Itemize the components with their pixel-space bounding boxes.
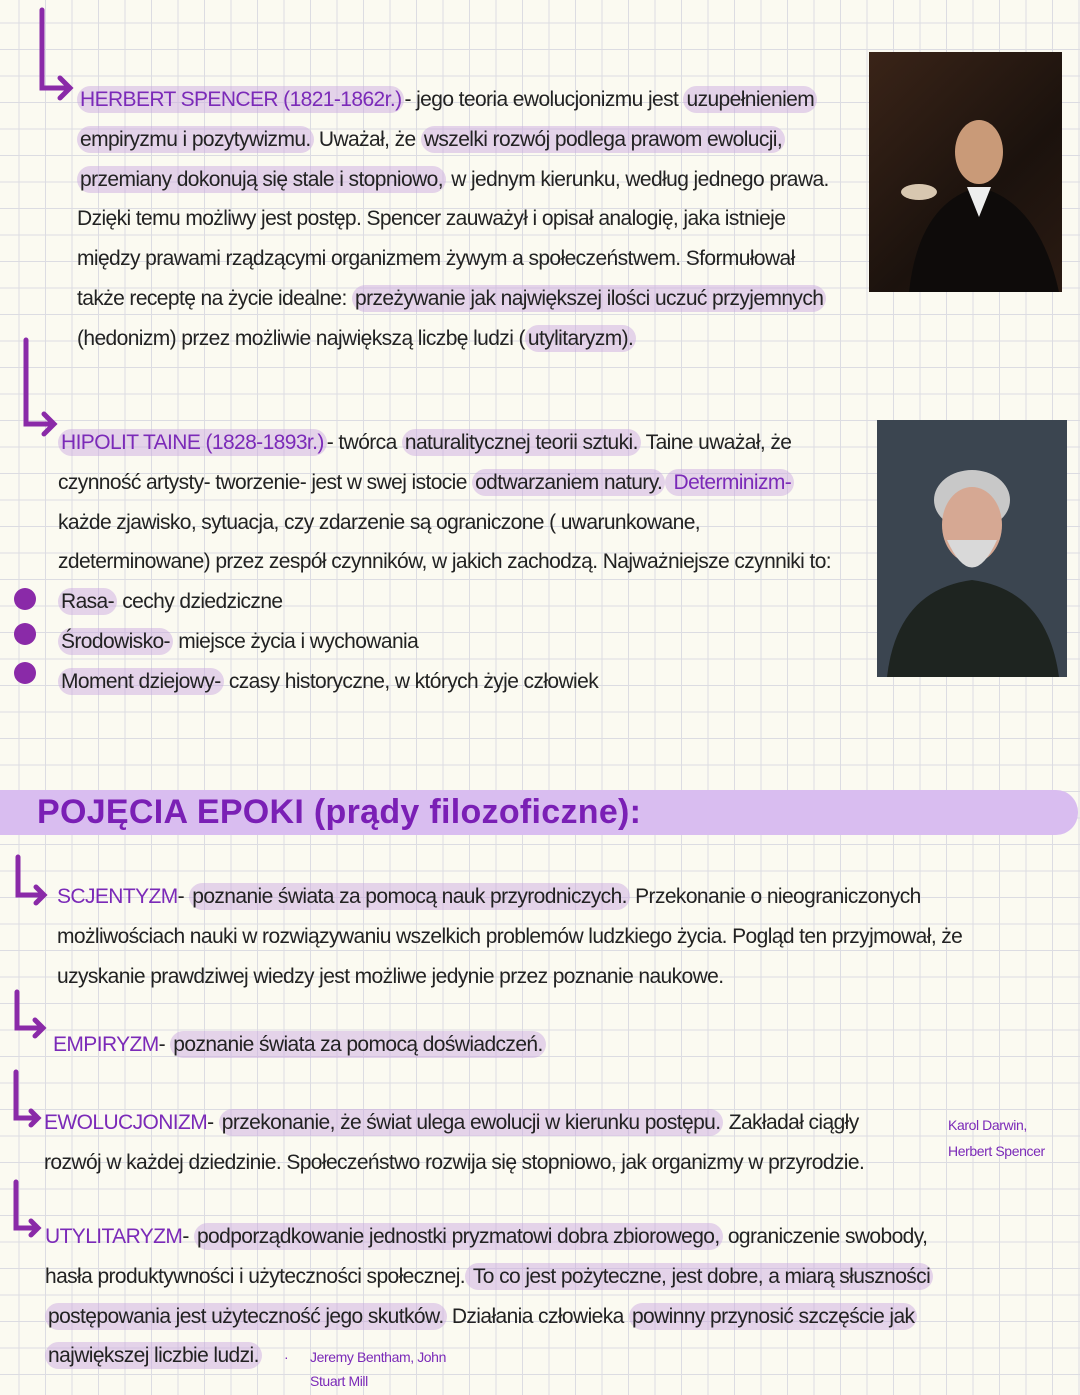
arrow-icon: [12, 1070, 42, 1130]
scjentyzm-line: [57, 957, 723, 997]
text: rozwój w każdej dziedzinie. Społeczeństwo rozwija się stopniowo, jak organizmy w przyrodzie.: [44, 1150, 865, 1174]
ewolucjonizm-line: [44, 1143, 864, 1183]
utylitaryzm-line: [45, 1336, 262, 1376]
highlighted-text: Moment dziejowy-: [58, 668, 224, 695]
text: hasła produktywności i użyteczności społecznej.: [45, 1264, 466, 1288]
bullet-icon: [14, 588, 36, 610]
highlighted-text: podporządkowanie jednostki pryzmatowi dobra zbiorowego,: [194, 1223, 723, 1250]
spencer-line: [77, 279, 826, 319]
text: Działania człowieka: [446, 1304, 629, 1328]
taine-line: [58, 622, 418, 662]
highlighted-text: przemiany dokonują się stale i stopniowo,: [77, 166, 446, 193]
text: Dzięki temu możliwy jest postęp. Spencer zauważył i opisał analogię, jaka istnieje: [77, 207, 786, 231]
taine-line: [58, 423, 791, 463]
utylitaryzm-line: [45, 1217, 927, 1257]
text: Taine uważał, że: [640, 431, 792, 454]
text: miejsce życia i wychowania: [172, 630, 419, 653]
text: -: [158, 1033, 171, 1056]
scjentyzm-line: [57, 917, 962, 957]
term-title: Determinizm-: [665, 469, 794, 496]
arrow-icon: [14, 855, 54, 905]
bullet-icon: [14, 662, 36, 684]
arrow-icon: [12, 1180, 42, 1240]
spencer-line: [77, 120, 785, 160]
utylitaryzm-line: [45, 1297, 917, 1337]
text: uzyskanie prawdziwej wiedzy jest możliwe jedynie przez poznanie naukowe.: [57, 964, 724, 988]
highlighted-text: empiryzmu i pozytywizmu.: [77, 126, 314, 153]
spencer-line: [77, 160, 829, 200]
spencer-line: [77, 80, 817, 120]
side-note: Herbert Spencer: [948, 1143, 1045, 1159]
highlighted-text: poznanie świata za pomocą nauk przyrodniczych.: [189, 883, 630, 910]
text: (hedonizm) przez możliwie największą liczbę ludzi (: [77, 326, 525, 350]
highlighted-text: Rasa-: [58, 588, 117, 615]
highlighted-text: naturalitycznej teorii sztuki.: [402, 429, 641, 456]
arrow-icon: [20, 338, 60, 428]
side-note: Karol Darwin,: [948, 1117, 1027, 1133]
highlighted-text: postępowania jest użyteczność jego skutków.: [45, 1303, 447, 1330]
arrow-icon: [36, 8, 76, 98]
spencer-line: [77, 319, 636, 359]
highlighted-text: największej liczbie ludzi.: [45, 1342, 262, 1369]
taine-line: [58, 503, 700, 543]
highlighted-text: powinny przynosić szczęście jak: [629, 1303, 918, 1330]
text: Zakładał ciągły: [723, 1111, 859, 1134]
term-title: EWOLUCJONIZM: [44, 1111, 208, 1134]
text: czasy historyczne, w których żyje człowiek: [223, 669, 599, 693]
highlighted-text: To co jest pożyteczne, jest dobre, a miarą słuszności: [465, 1263, 933, 1290]
section-heading: [0, 790, 1078, 835]
ewolucjonizm-line: [44, 1103, 859, 1143]
text: Przekonanie o nieograniczonych: [629, 885, 921, 908]
empiryzm-line: [53, 1025, 546, 1065]
highlighted-text: przekonanie, że świat ulega ewolucji w kierunku postępu.: [219, 1109, 724, 1136]
highlighted-text: Środowisko-: [58, 628, 173, 655]
term-title: EMPIRYZM: [53, 1033, 159, 1056]
highlighted-text: przeżywanie jak największej ilości uczuć przyjemnych: [352, 285, 826, 312]
term-title: SCJENTYZM: [57, 885, 178, 908]
text: Uważał, że: [313, 127, 421, 151]
utylitaryzm-line: [45, 1257, 933, 1297]
text: cechy dziedziczne: [117, 590, 283, 614]
highlighted-text: utylitaryzm).: [525, 325, 636, 352]
hipolit-taine-portrait: [877, 420, 1067, 677]
text: -: [182, 1225, 194, 1248]
heading-text: POJĘCIA EPOKI (prądy filozoficzne):: [37, 793, 642, 831]
text: w jednym kierunku, według jednego prawa.: [445, 167, 829, 191]
text: między prawami rządzącymi organizmem żywym a społeczeństwem. Sformułował: [77, 247, 795, 271]
term-title: HIPOLIT TAINE (1828-1893r.): [58, 429, 327, 456]
text: - jego teoria ewolucjonizmu jest: [404, 88, 684, 111]
taine-line: [58, 662, 598, 702]
bullet-icon: [14, 623, 36, 645]
text: także receptę na życie idealne:: [77, 287, 352, 310]
side-note-dot: ·: [284, 1349, 289, 1365]
text: czynność artysty- tworzenie- jest w swej istocie: [58, 470, 473, 494]
spencer-line: [77, 239, 795, 279]
taine-line: [58, 463, 794, 503]
highlighted-text: wszelki rozwój podlega prawom ewolucji,: [421, 126, 785, 153]
term-title: HERBERT SPENCER (1821-1862r.): [77, 86, 404, 113]
arrow-icon: [13, 990, 53, 1040]
text: -: [207, 1111, 219, 1134]
text: -: [177, 885, 190, 908]
spencer-line: [77, 199, 785, 239]
side-note: Jeremy Bentham, John: [310, 1349, 446, 1365]
term-title: UTYLITARYZM: [45, 1225, 183, 1248]
taine-line: [58, 582, 283, 622]
taine-line: [58, 542, 831, 582]
text: każde zjawisko, sytuacja, czy zdarzenie są ograniczone ( uwarunkowane,: [58, 510, 701, 534]
highlighted-text: poznanie świata za pomocą doświadczeń.: [170, 1031, 545, 1058]
text: - twórca: [326, 431, 402, 454]
side-note: Stuart Mill: [310, 1373, 368, 1389]
herbert-spencer-portrait: [869, 52, 1062, 292]
text: zdeterminowane) przez zespół czynników, w jakich zachodzą. Najważniejsze czynniki to:: [58, 550, 832, 574]
highlighted-text: odtwarzaniem natury.: [472, 469, 665, 496]
text: ograniczenie swobody,: [722, 1225, 928, 1248]
text: możliwościach nauki w rozwiązywaniu wszelkich problemów ludzkiego życia. Pogląd ten przyjmował, że: [57, 924, 963, 948]
scjentyzm-line: [57, 877, 921, 917]
highlighted-text: uzupełnieniem: [683, 86, 817, 113]
